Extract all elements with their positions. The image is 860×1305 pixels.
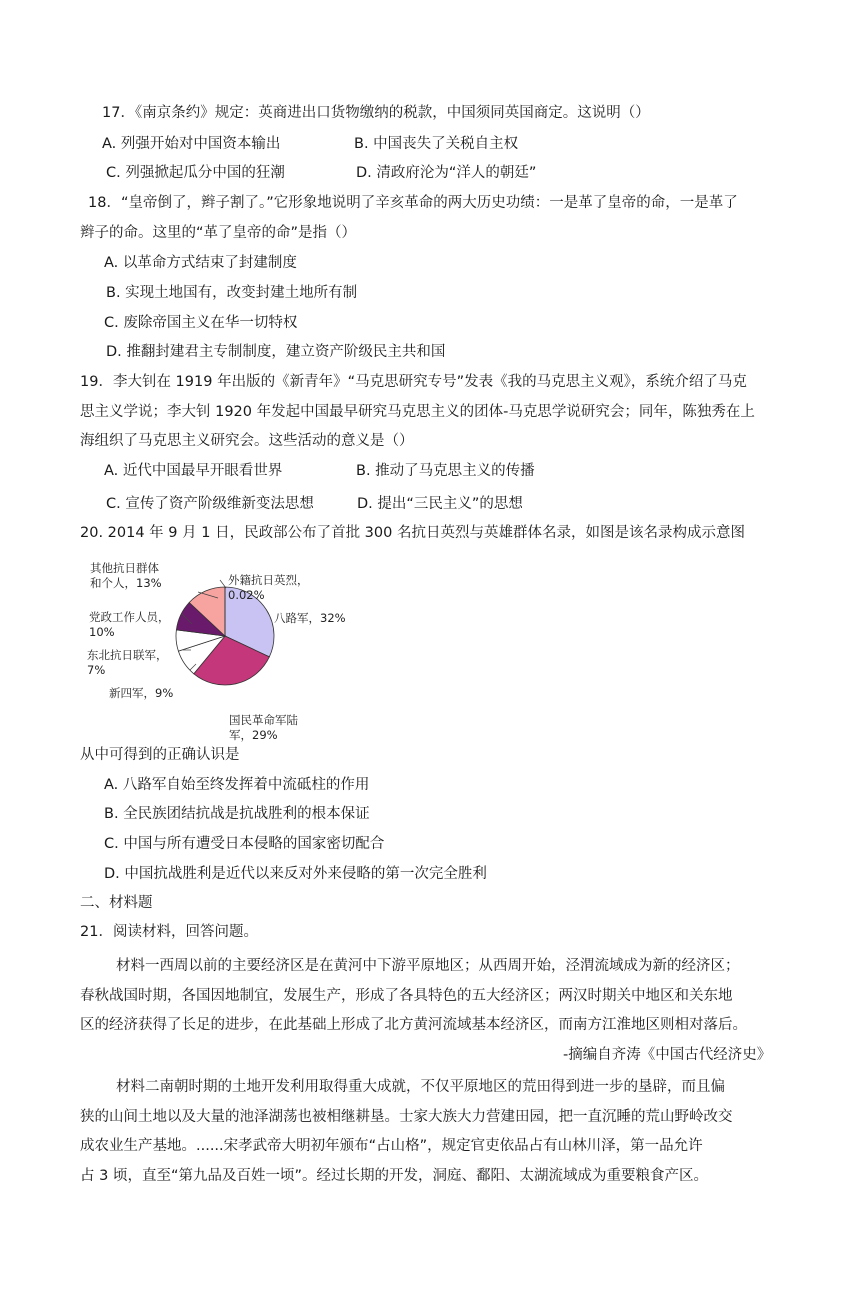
pie-label-2-0: 新四军，9% (109, 686, 174, 700)
q19-option-a[interactable]: A. 近代中国最早开眼看世界 (104, 463, 283, 479)
q19-option-b[interactable]: B. 推动了马克思主义的传播 (356, 463, 535, 479)
material2-line1: 材料二南朝时期的土地开发利用取得重大成就，不仅平原地区的荒田得到进一步的垦辟，而且偏 (116, 1079, 725, 1095)
material2-line4: 占 3 顷，直至“第九品及百姓一顷”。经过长期的开发，洞庭、鄱阳、太湖流域成为重要粮食产区。 (80, 1168, 708, 1184)
pie-label-1-1: 军，29% (229, 728, 278, 742)
pie-label-0-0: 八路军，32% (274, 611, 346, 625)
q17-option-b[interactable]: B. 中国丧失了关税自主权 (354, 136, 519, 152)
q19-stem-line2: 思主义学说；李大钊 1920 年发起中国最早研究马克思主义的团体-马克思学说研究会；同年，陈独秀在上 (80, 404, 755, 420)
q19-stem-line3: 海组织了马克思主义研究会。这些活动的意义是（） (80, 433, 414, 449)
q20-option-a[interactable]: A. 八路军自始至终发挥着中流砥柱的作用 (104, 777, 370, 793)
q19-stem-line1: 19．李大钊在 1919 年出版的《新青年》“马克思研究专号”发表《我的马克思主义观》，系统介绍了马克 (80, 374, 747, 390)
q20-option-d[interactable]: D. 中国抗战胜利是近代以来反对外来侵略的第一次完全胜利 (104, 866, 487, 882)
q20-option-b[interactable]: B. 全民族团结抗战是抗战胜利的根本保证 (104, 806, 370, 822)
pie-label-1-0: 国民革命军陆 (229, 713, 298, 727)
material2-line2: 狭的山间土地以及大量的池泽湖荡也被相继耕垦。士家大族大力营建田园，把一直沉睡的荒山野岭改交 (80, 1109, 733, 1125)
q20-followup: 从中可得到的正确认识是 (80, 747, 240, 763)
material1-line2: 春秋战国时期，各国因地制宜，发展生产，形成了各具特色的五大经济区；两汉时期关中地区和关东地 (80, 988, 733, 1004)
material2-line3: 成农业生产基地。......宋孝武帝大明初年颁布“占山格”，规定官吏依品占有山林川泽，第一品允许 (80, 1138, 703, 1154)
pie-label-4-1: 10% (89, 625, 115, 639)
material1-line1: 材料一西周以前的主要经济区是在黄河中下游平原地区；从西周开始，泾渭流域成为新的经济区； (116, 958, 740, 974)
pie-label-3-1: 7% (87, 663, 106, 677)
pie-chart (80, 552, 346, 742)
q20-option-c[interactable]: C. 中国与所有遭受日本侵略的国家密切配合 (104, 836, 385, 852)
q18-option-d[interactable]: D. 推翻封建君主专制制度，建立资产阶级民主共和国 (106, 344, 446, 360)
q19-option-d[interactable]: D. 提出“三民主义”的思想 (357, 496, 523, 512)
pie-chart-svg (80, 552, 346, 742)
q21-stem: 21．阅读材料，回答问题。 (80, 924, 258, 940)
material1-source: -摘编自齐涛《中国古代经济史》 (563, 1047, 772, 1063)
pie-label-6-0: 外籍抗日英烈， (228, 573, 309, 587)
section-heading: 二、材料题 (80, 895, 153, 911)
q18-stem-line1: 18．“皇帝倒了，辫子割了。”它形象地说明了辛亥革命的两大历史功绩：一是革了皇帝的命，一是革了 (88, 195, 738, 211)
q18-option-b[interactable]: B. 实现土地国有，改变封建土地所有制 (106, 285, 358, 301)
pie-label-4-0: 党政工作人员， (89, 610, 170, 624)
pie-label-5-0: 其他抗日群体 (90, 561, 159, 575)
q17-option-a[interactable]: A. 列强开始对中国资本输出 (102, 136, 281, 152)
q19-option-c[interactable]: C. 宣传了资产阶级维新变法思想 (106, 496, 314, 512)
q17-option-d[interactable]: D. 清政府沦为“洋人的朝廷” (356, 165, 537, 181)
q18-option-a[interactable]: A. 以革命方式结束了封建制度 (104, 255, 297, 271)
material1-line3: 区的经济获得了长足的进步，在此基础上形成了北方黄河流域基本经济区，而南方江淮地区则相对落后。 (80, 1017, 747, 1033)
pie-label-5-1: 和个人，13% (90, 576, 162, 590)
q18-stem-line2: 辫子的命。这里的“革了皇帝的命”是指（） (80, 225, 357, 241)
q18-option-c[interactable]: C. 废除帝国主义在华一切特权 (104, 315, 298, 331)
pie-label-6-1: 0.02% (228, 588, 265, 602)
q17-stem: 17．《南京条约》规定：英商进出口货物缴纳的税款，中国须同英国商定。这说明（） (102, 105, 650, 121)
q20-stem: 20. 2014 年 9 月 1 日，民政部公布了首批 300 名抗日英烈与英雄群体名录，如图是该名录构成示意图 (80, 525, 745, 541)
pie-label-3-0: 东北抗日联军， (87, 648, 168, 662)
q17-option-c[interactable]: C. 列强掀起瓜分中国的狂潮 (106, 165, 285, 181)
